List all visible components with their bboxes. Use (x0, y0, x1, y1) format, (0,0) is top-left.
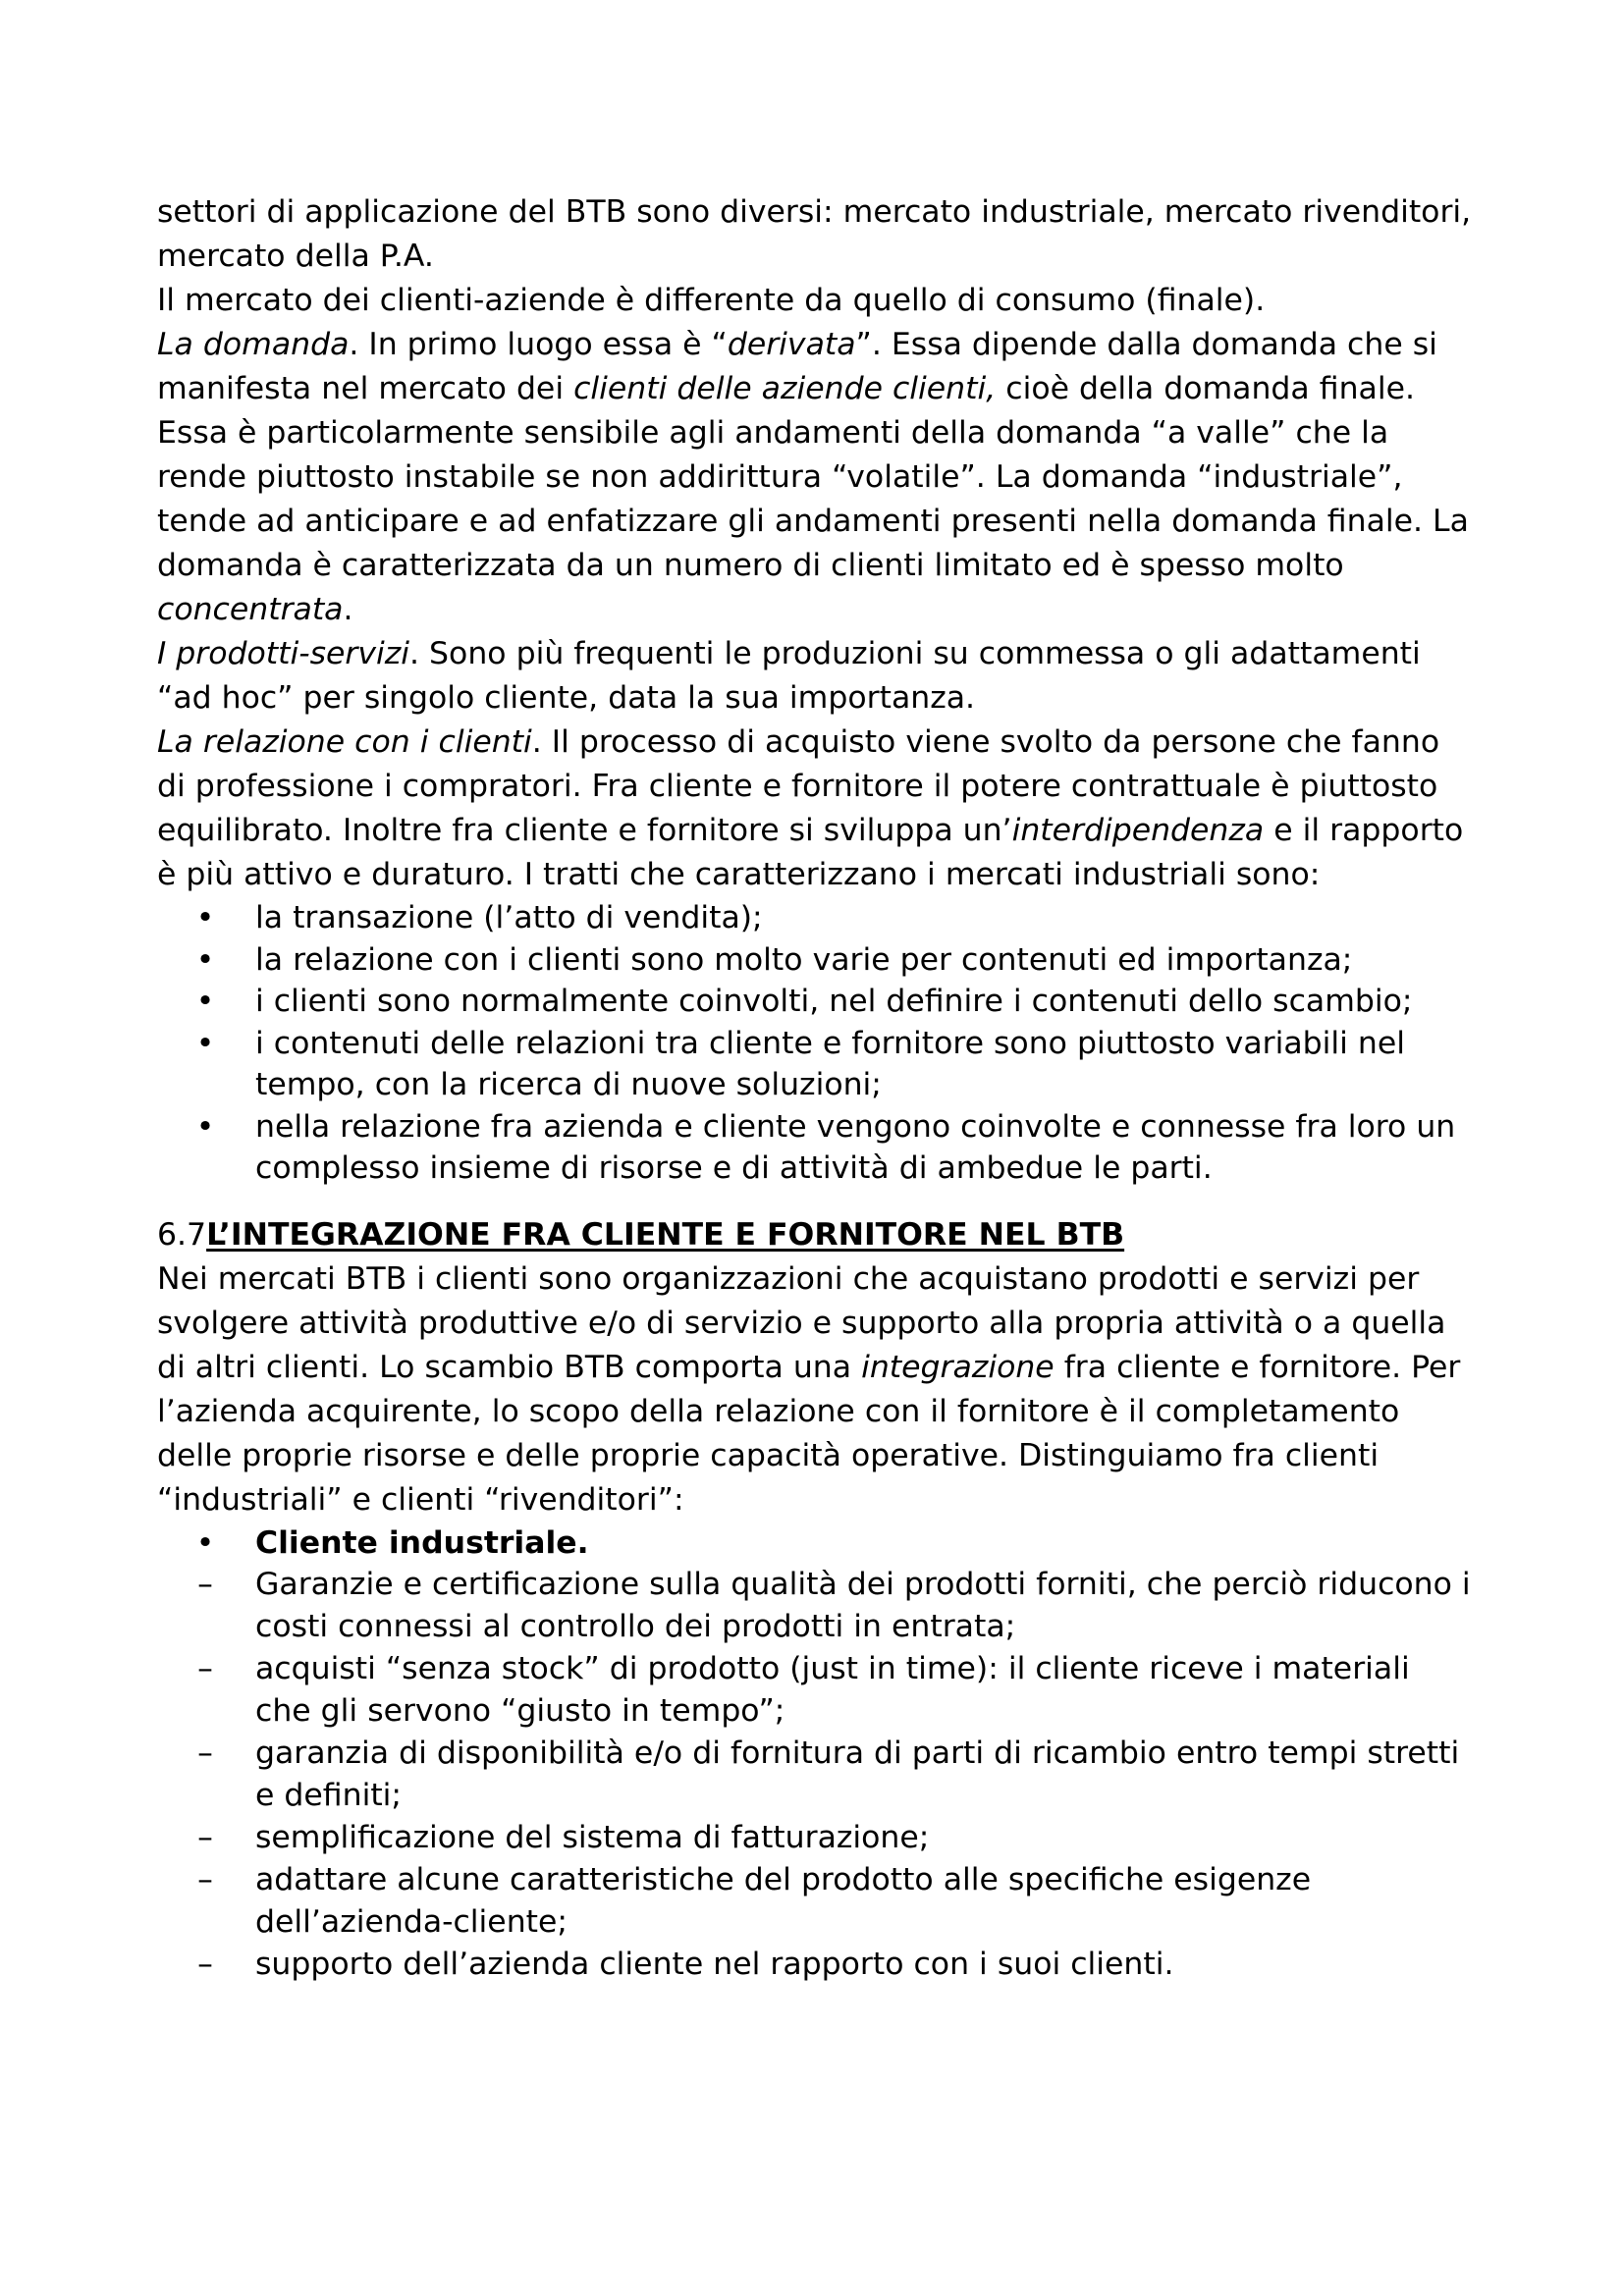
prodotti-title: I prodotti-servizi (157, 636, 410, 671)
relazione-paragraph (157, 721, 1473, 897)
list-item-text: la transazione (l’atto di vendita); (255, 900, 763, 935)
intro-line-2: Il mercato dei clienti-aziende è differente da quello di consumo (finale). (157, 283, 1266, 318)
bullet-icon: • (195, 1108, 215, 1145)
list-item-text: adattare alcune caratteristiche del prodotto alle specifiche esigenze dell’azienda-cliente; (255, 1862, 1312, 1940)
list-item-text: garanzia di disponibilità e/o di fornitura di parti di ricambio entro tempi stretti e definiti; (255, 1735, 1460, 1813)
dash-icon: – (197, 1820, 213, 1855)
clienti-term: clienti delle aziende clienti, (573, 371, 997, 406)
dash-icon: – (197, 1735, 213, 1771)
interdipendenza-term: interdipendenza (1011, 813, 1265, 848)
integrazione-text-2: fra cliente e fornitore. Per l’azienda acquirente, lo scopo della relazione con il fornitore è il completamento delle proprie risorse e delle proprie capacità operative. Distinguiamo fra clienti “industriali” e clienti “rivenditori”: (157, 1349, 1461, 1518)
list-item (157, 1733, 1473, 1817)
list-item (157, 939, 1473, 982)
intro-paragraph (157, 190, 1473, 279)
relazione-title: La relazione con i clienti (157, 724, 532, 760)
list-item (157, 981, 1473, 1023)
bullet-icon: • (195, 941, 215, 978)
cliente-industriale-label: Cliente industriale. (255, 1524, 589, 1561)
dash-icon: – (197, 1567, 213, 1602)
list-item-text: semplificazione del sistema di fatturazione; (255, 1820, 930, 1855)
document-page (157, 190, 1473, 1986)
domanda-p2-text: Essa è particolarmente sensibile agli andamenti della domanda “a valle” che la rende piuttosto instabile se non addirittura “volatile”. La domanda “industriale”, tende ad anticipare e ad enfatizzare gli andamenti presenti nella domanda finale. La domanda è caratterizzata da un numero di clienti limitato ed è spesso molto (157, 415, 1469, 583)
domanda-p2-end: . (343, 592, 353, 627)
list-item-text: Garanzie e certificazione sulla qualità dei prodotti forniti, che perciò riducono i costi connessi al controllo dei prodotti in entrata; (255, 1567, 1471, 1644)
integrazione-text-1: Nei mercati BTB i clienti sono organizzazioni che acquistano prodotti e servizi per svolgere attività produttive e/o di servizio e supporto alla propria attività o a quella di altri clienti. Lo scambio BTB comporta una (157, 1260, 1446, 1385)
intro-line-1: settori di applicazione del BTB sono diversi: mercato industriale, mercato rivenditori, mercato della P.A. (157, 194, 1472, 274)
intro-paragraph-2 (157, 279, 1473, 323)
list-item-text: la relazione con i clienti sono molto varie per contenuti ed importanza; (255, 941, 1353, 978)
prodotti-paragraph (157, 632, 1473, 721)
dash-icon: – (197, 1862, 213, 1897)
derivata-term: derivata (727, 327, 856, 362)
list-item-text: i clienti sono normalmente coinvolti, nel definire i contenuti dello scambio; (255, 984, 1413, 1019)
bullet-icon: • (195, 900, 215, 935)
list-item (157, 1944, 1473, 1986)
bullet-icon: • (195, 984, 215, 1019)
list-item (157, 1817, 1473, 1859)
bullet-icon: • (195, 1524, 215, 1561)
integrazione-paragraph (157, 1257, 1473, 1522)
list-item (157, 1106, 1473, 1190)
list-item (157, 1648, 1473, 1733)
list-item-text: nella relazione fra azienda e cliente vengono coinvolte e connesse fra loro un complesso insieme di risorse e di attività di ambedue le parti. (255, 1108, 1456, 1186)
tratti-list (157, 897, 1473, 1190)
section-number: 6.7 (157, 1216, 207, 1253)
list-item (157, 1859, 1473, 1944)
list-item-text: acquisti “senza stock” di prodotto (just in time): il cliente riceve i materiali che gli servono “giusto in tempo”; (255, 1651, 1410, 1729)
cliente-industriale-list (157, 1522, 1473, 1565)
dash-icon: – (197, 1651, 213, 1686)
dash-icon: – (197, 1947, 213, 1982)
bullet-icon: • (195, 1025, 215, 1061)
list-item (157, 1023, 1473, 1106)
domanda-paragraph-2 (157, 411, 1473, 632)
domanda-title: La domanda (157, 327, 350, 362)
domanda-text-1: . In primo luogo essa è “ (349, 327, 728, 362)
list-item (157, 897, 1473, 939)
section-heading (157, 1213, 1473, 1257)
section-title: L’INTEGRAZIONE FRA CLIENTE E FORNITORE NEL BTB (206, 1216, 1125, 1253)
domanda-text-3: cioè della domanda finale. (996, 371, 1415, 406)
relazione-text-1: . Il processo di acquisto viene svolto da persone che fanno di professione i compratori. Fra cliente e fornitore il potere contrattuale è piuttosto equilibrato. Inoltre fra cliente e fornitore si sviluppa un’ (157, 724, 1440, 848)
list-item-text: i contenuti delle relazioni tra cliente e fornitore sono piuttosto variabili nel tempo, con la ricerca di nuove soluzioni; (255, 1025, 1405, 1102)
list-item (157, 1564, 1473, 1648)
integrazione-term: integrazione (861, 1349, 1055, 1385)
cliente-industriale-items (157, 1564, 1473, 1986)
list-item (157, 1522, 1473, 1565)
domanda-text-2: ”. Essa dipende dalla domanda che si manifesta nel mercato dei (157, 327, 1437, 406)
relazione-text-2: e il rapporto è più attivo e duraturo. I tratti che caratterizzano i mercati industriali sono: (157, 813, 1464, 892)
prodotti-text: . Sono più frequenti le produzioni su commessa o gli adattamenti “ad hoc” per singolo cliente, data la sua importanza. (157, 636, 1421, 716)
list-item-text: supporto dell’azienda cliente nel rapporto con i suoi clienti. (255, 1947, 1174, 1982)
concentrata-term: concentrata (157, 592, 344, 627)
domanda-paragraph (157, 323, 1473, 411)
